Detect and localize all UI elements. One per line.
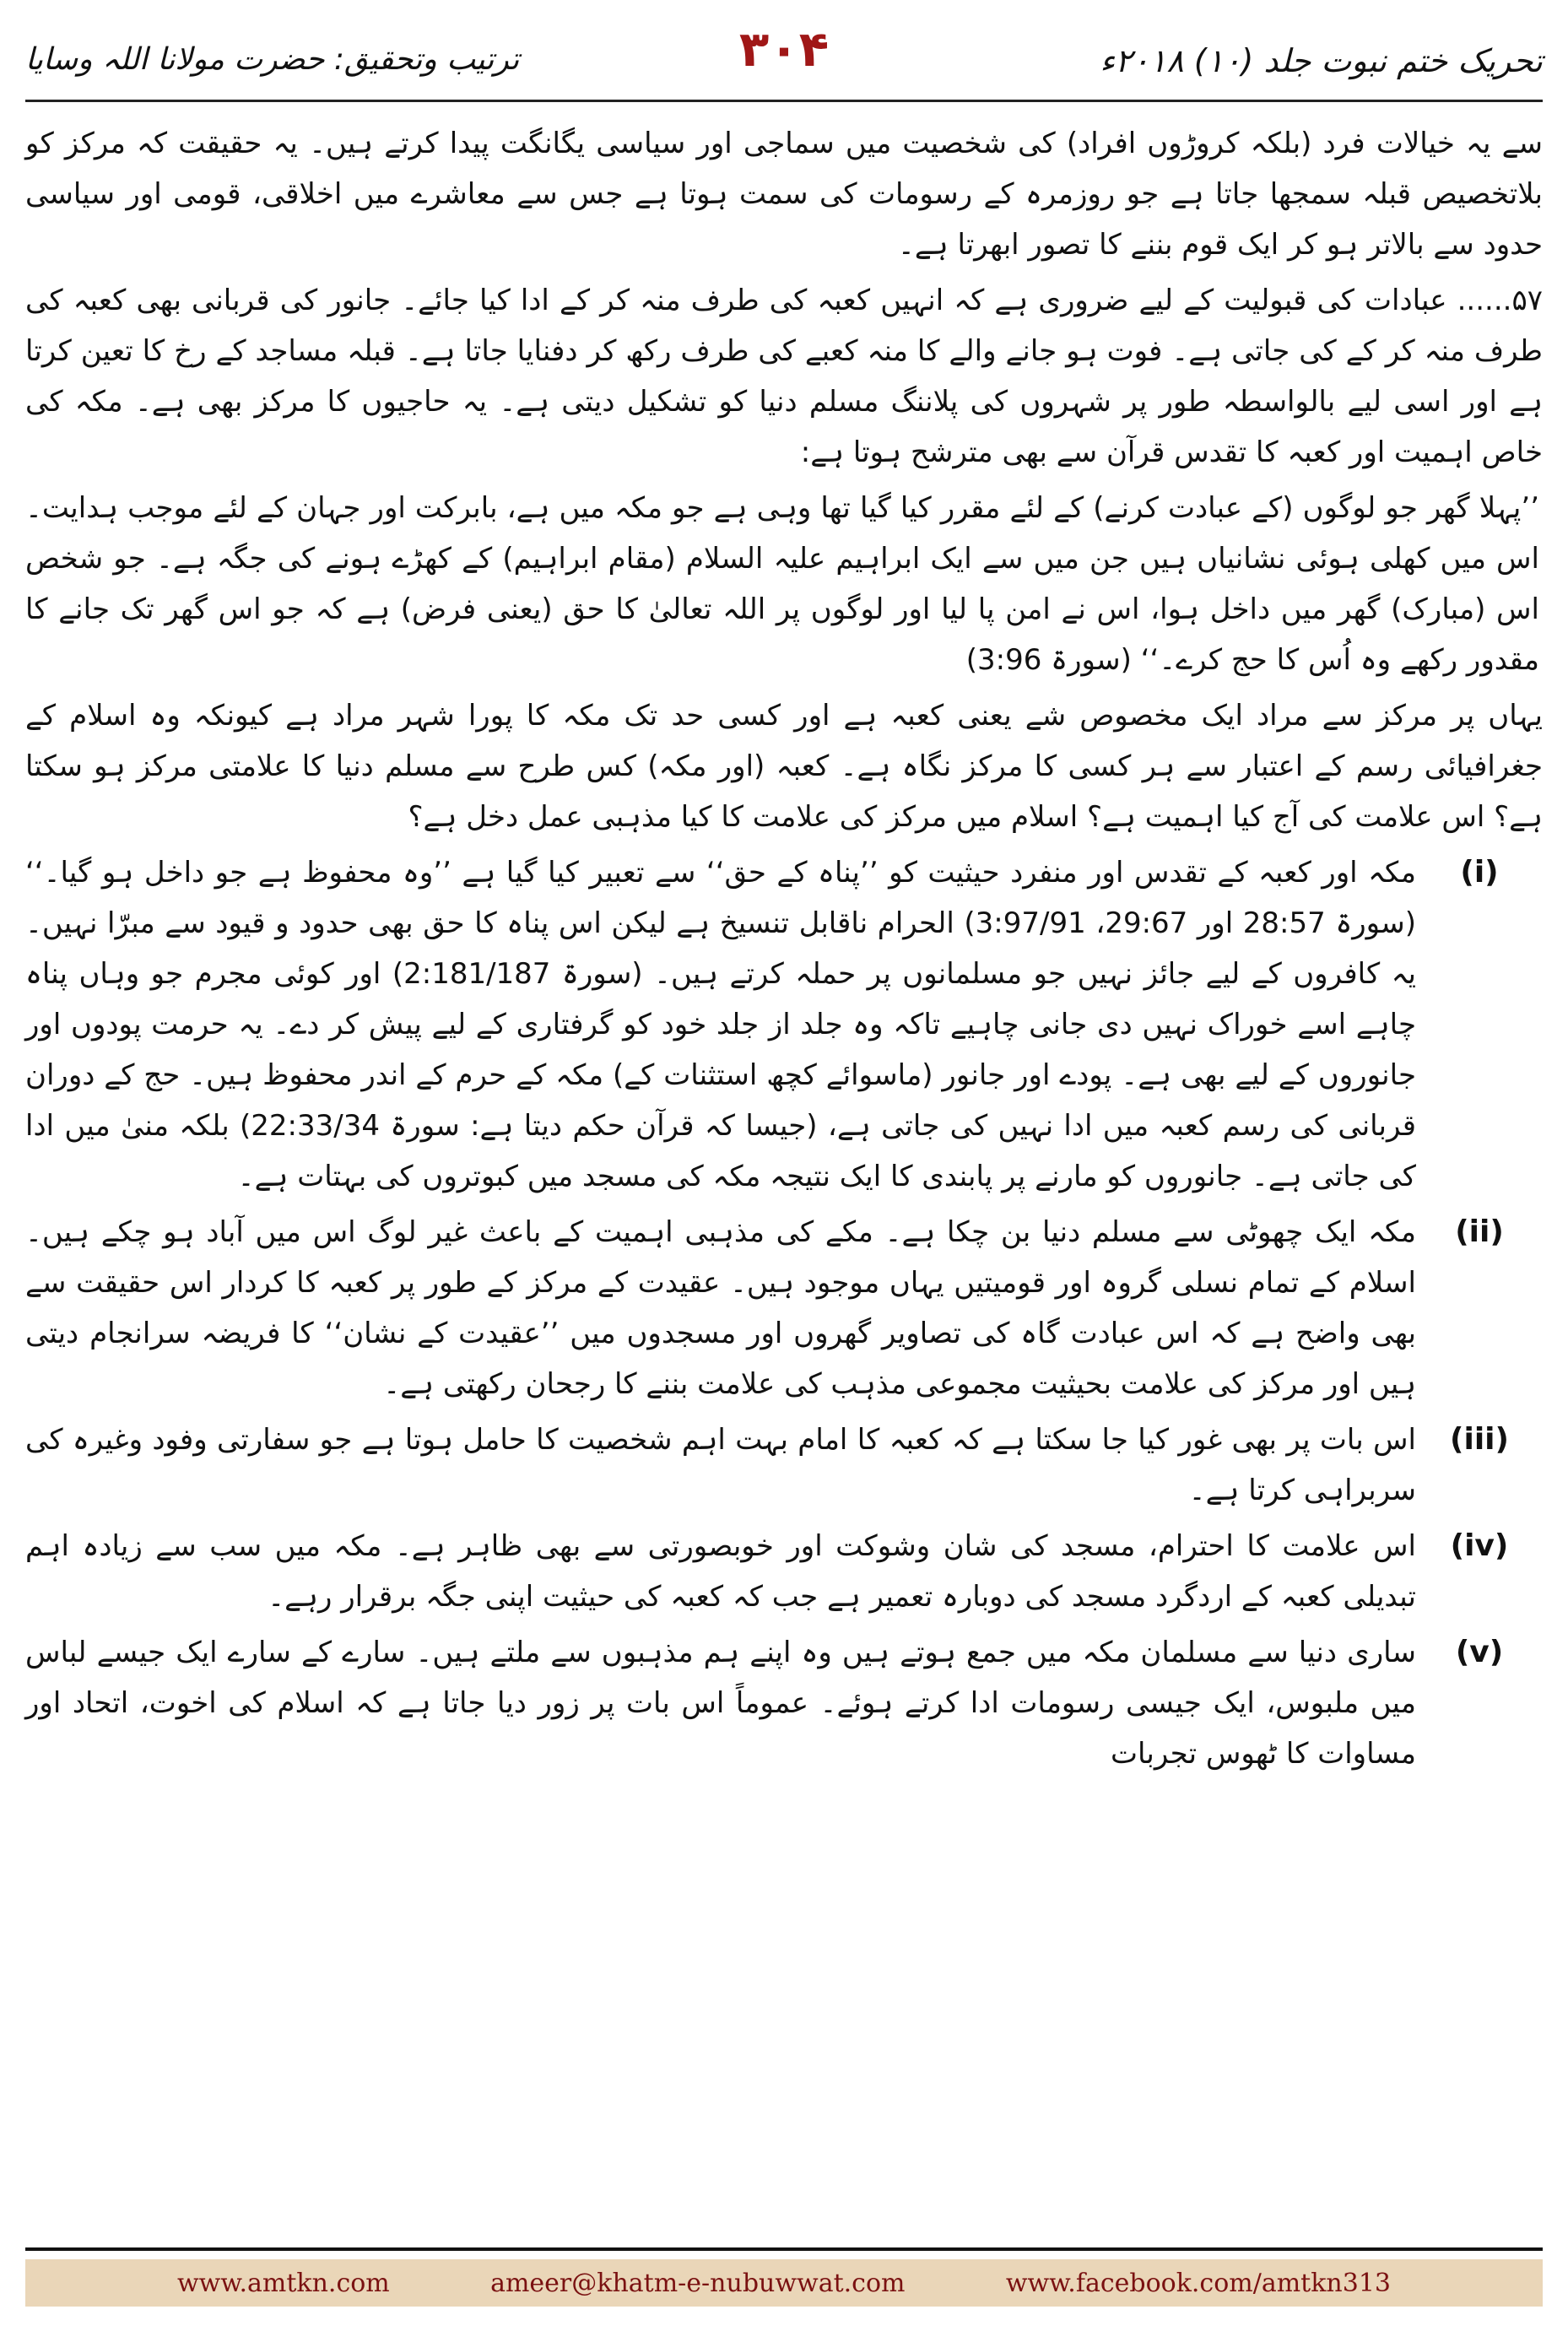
paragraph-intro: سے یہ خیالات فرد (بلکہ کروڑوں افراد) کی شخصیت میں سماجی اور سیاسی یگانگت پیدا کرتے ہیں۔ یہ حقیقت کہ مرکز کو بلاتخصیص قبلہ سمجھا جاتا ہے جو روزمرہ کے رسومات کی سمت ہوتا ہے جس سے معاشرے میں اخلاقی، قومی اور سیاسی حدود سے بالاتر ہو کر ایک قوم بننے کا تصور ابھرتا ہے۔	[25, 127, 1543, 262]
paragraph-questions: یہاں پر مرکز سے مراد ایک مخصوص شے یعنی کعبہ ہے اور کسی حد تک مکہ کا پورا شہر مراد ہے کیونکہ وہ اسلام کے جغرافیائی رسم کے اعتبار سے ہر کسی کا مرکز نگاہ ہے۔ کعبہ (اور مکہ) کس طرح سے مسلم دنیا کا علامتی مرکز ہو سکتا ہے؟ اس علامت کی آج کیا اہمیت ہے؟ اسلام میں مرکز کی علامت کا کیا مذہبی عمل دخل ہے؟	[25, 699, 1543, 834]
list-item-text: اس بات پر بھی غور کیا جا سکتا ہے کہ کعبہ کا امام بہت اہم شخصیت کا حامل ہوتا ہے جو سفارتی وفود وغیرہ کی سربراہی کرتا ہے۔	[25, 1423, 1416, 1507]
book-title: تحریک ختم نبوت جلد (۱۰) ۲۰۱۸ء	[1100, 42, 1543, 79]
header-divider	[25, 100, 1543, 102]
page-header	[25, 15, 1543, 108]
list-item-text: اس علامت کا احترام، مسجد کی شان وشوکت اور خوبصورتی سے بھی ظاہر ہے۔ مکہ میں سب سے زیادہ اہم تبدیلی کعبہ کے اردگرد مسجد کی دوبارہ تعمیر ہے جب کہ کعبہ کی حیثیت اپنی جگہ برقرار رہے۔	[25, 1529, 1416, 1614]
facebook-link[interactable]: www.facebook.com/amtkn313	[1005, 2268, 1391, 2298]
page-footer	[25, 2247, 1543, 2323]
list-item-text: مکہ ایک چھوٹی سے مسلم دنیا بن چکا ہے۔ مکے کی مذہبی اہمیت کے باعث غیر لوگ اس میں آباد ہو چکے ہیں۔ اسلام کے تمام نسلی گروہ اور قومیتیں یہاں موجود ہیں۔ عقیدت کے مرکز کے طور پر کعبہ کا کردار اس حقیقت سے بھی واضح ہے کہ اس عبادت گاہ کی تصاویر گھروں اور مسجدوں میں ’’عقیدت کے نشان‘‘ کا فریضہ سرانجام دیتی ہیں اور مرکز کی علامت بحیثیت مجموعی مذہب کی علامت بننے کا رجحان رکھتی ہے۔	[25, 1215, 1416, 1401]
list-item	[25, 1627, 1543, 1779]
list-item-number: (i)	[1460, 855, 1499, 890]
list-item	[25, 1521, 1543, 1622]
list-item-text: ساری دنیا سے مسلمان مکہ میں جمع ہوتے ہیں وہ اپنے ہم مذہبوں سے ملتے ہیں۔ سارے کے سارے ایک جیسے لباس میں ملبوس، ایک جیسی رسومات ادا کرتے ہوئے۔ عموماً اس بات پر زور دیا جاتا ہے کہ اسلام کی اخوت، اتحاد اور مساوات کا ٹھوس تجربات	[25, 1636, 1416, 1771]
list-item-number: (iii)	[1450, 1422, 1509, 1457]
list-item-number: (ii)	[1455, 1214, 1504, 1249]
website-link[interactable]: www.amtkn.com	[177, 2268, 390, 2298]
footer-bar	[25, 2259, 1543, 2307]
email-link[interactable]: ameer@khatm-e-nubuwwat.com	[490, 2268, 906, 2298]
list-item	[25, 847, 1543, 1202]
paragraph-57: ۵۷...... عبادات کی قبولیت کے لیے ضروری ہے کہ انہیں کعبہ کی طرف منہ کر کے ادا کیا جائے۔ جانور کی قربانی بھی کعبہ کی طرف منہ کر کے کی جاتی ہے۔ فوت ہو جانے والے کا منہ کعبے کی طرف رکھ کر دفنایا جاتا ہے۔ قبلہ مساجد کے رخ کا تعین کرتا ہے اور اسی لیے بالواسطہ طور پر شہروں کی پلاننگ مسلم دنیا کو تشکیل دیتی ہے۔ یہ حاجیوں کا مرکز بھی ہے۔ مکہ کی خاص اہمیت اور کعبہ کا تقدس قرآن سے بھی مترشح ہوتا ہے:	[25, 284, 1543, 469]
quran-quote: ’’پہلا گھر جو لوگوں (کے عبادت کرنے) کے لئے مقرر کیا گیا تھا وہی ہے جو مکہ میں ہے، بابرکت اور جہان کے لئے موجب ہدایت۔ اس میں کھلی ہوئی نشانیاں ہیں جن میں سے ایک ابراہیم علیہ السلام (مقام ابراہیم) کے کھڑے ہونے کی جگہ ہے۔ جو شخص اس (مبارک) گھر میں داخل ہوا، اس نے امن پا لیا اور لوگوں پر اللہ تعالیٰ کا حق (یعنی فرض) ہے کہ جو اس گھر تک جانے کا مقدور رکھے وہ اُس کا حج کرے۔‘‘ (سورۃ 3:96)	[25, 491, 1540, 677]
page-body	[25, 118, 1543, 2224]
list-item	[25, 1207, 1543, 1409]
footer-divider	[25, 2247, 1543, 2251]
page-number: ۳۰۴	[738, 20, 830, 78]
author-credit: ترتیب وتحقیق: حضرت مولانا اللہ وسایا	[25, 42, 520, 77]
list-item	[25, 1414, 1543, 1516]
list-item-number: (v)	[1455, 1635, 1504, 1669]
list-item-number: (iv)	[1450, 1528, 1509, 1563]
list-item-text: مکہ اور کعبہ کے تقدس اور منفرد حیثیت کو ’’پناہ کے حق‘‘ سے تعبیر کیا گیا ہے ’’وہ محفوظ ہے جو داخل ہو گیا۔‘‘ (سورۃ 28:57 اور 29:67، 3:97/91) الحرام ناقابل تنسیخ ہے لیکن اس پناہ کا حق بھی حدود و قیود سے مبرّا نہیں۔ یہ کافروں کے لیے جائز نہیں جو مسلمانوں پر حملہ کرتے ہیں۔ (سورۃ 2:181/187) اور کوئی مجرم جو وہاں پناہ چاہے اسے خوراک نہیں دی جانی چاہیے تاکہ وہ جلد از جلد خود کو گرفتاری کے لیے پیش کر دے۔ یہ حرمت پودوں اور جانوروں کے لیے بھی ہے۔ پودے اور جانور (ماسوائے کچھ استثنات کے) مکہ کے حرم کے اندر محفوظ ہیں۔ حج کے دوران قربانی کی رسم کعبہ میں ادا نہیں کی جاتی ہے، (جیسا کہ قرآن حکم دیتا ہے: سورۃ 22:33/34) بلکہ منیٰ میں ادا کی جاتی ہے۔ جانوروں کو مارنے پر پابندی کا ایک نتیجہ مکہ کی مسجد میں کبوتروں کی بہتات ہے۔	[25, 856, 1417, 1193]
